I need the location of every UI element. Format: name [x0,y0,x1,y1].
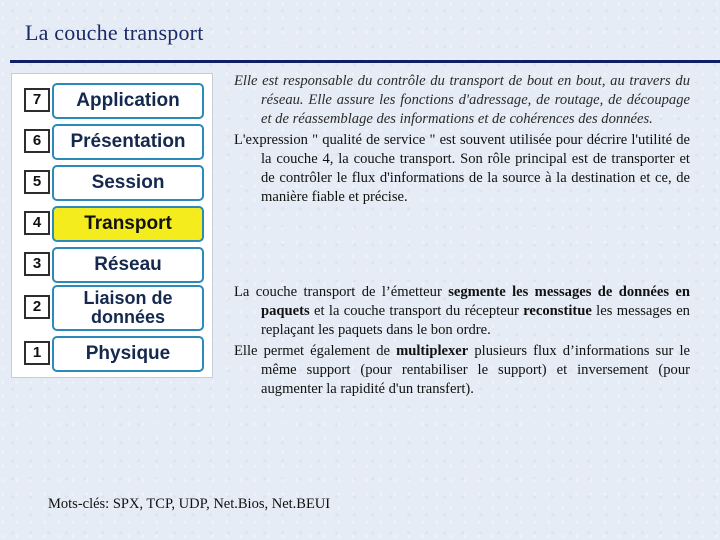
keywords-line: Mots-clés: SPX, TCP, UDP, Net.Bios, Net.BEUI [48,496,331,512]
osi-layer-3 [12,247,212,281]
osi-layer-4 [12,206,212,240]
osi-layer-2 [12,285,212,327]
layer-label: Session [52,165,204,201]
layer-label: Application [52,83,204,119]
layer-number: 4 [24,211,50,235]
layer-label-highlighted: Transport [52,206,204,242]
layer-number: 5 [24,170,50,194]
description-block-1 [234,72,690,207]
layer-label: Liaison de données [52,285,204,331]
layer-number: 6 [24,129,50,153]
description-block-2 [234,283,690,399]
paragraph-responsibility: Elle est responsable du contrôle du transport de bout en bout, au travers du réseau. Elle assure les fonctions d'adressage, de routage, de découpage et de réassemblage des informations et de cohérences des données. [234,73,690,127]
osi-layer-6 [12,124,212,158]
layer-number: 2 [24,295,50,319]
layer-number: 1 [24,341,50,365]
osi-layer-diagram [11,73,213,378]
layer-label: Présentation [52,124,204,160]
paragraph-segmentation: La couche transport de l’émetteur segmente les messages de données en paquets et la couche transport du récepteur reconstitue les messages en replaçant les paquets dans le bon ordre. [234,284,690,338]
page-title: La couche transport [25,20,204,45]
layer-number: 7 [24,88,50,112]
layer-label: Réseau [52,247,204,283]
layer-number: 3 [24,252,50,276]
emphasis-multiplexer: multiplexer [396,343,469,360]
osi-layer-1 [12,336,212,370]
layer-label: Physique [52,336,204,372]
emphasis-reconstitue: reconstitue [523,302,592,319]
title-rule [10,60,720,63]
osi-layer-5 [12,165,212,199]
osi-layer-7 [12,83,212,117]
paragraph-multiplexing: Elle permet également de multiplexer plusieurs flux d’informations sur le même support (pour rentabiliser le support) et inversement (pour augmenter la rapidité d'un transfert). [234,343,690,397]
paragraph-quality-of-service: L'expression " qualité de service " est souvent utilisée pour décrire l'utilité de la couche 4, la couche transport. Son rôle principal est de transporter et de contrôler le flux d'informations de la source à la destination et ce, de manière fiable et précise. [234,132,690,205]
emphasis-segment: segmente les messages de données en paquets [261,284,690,319]
